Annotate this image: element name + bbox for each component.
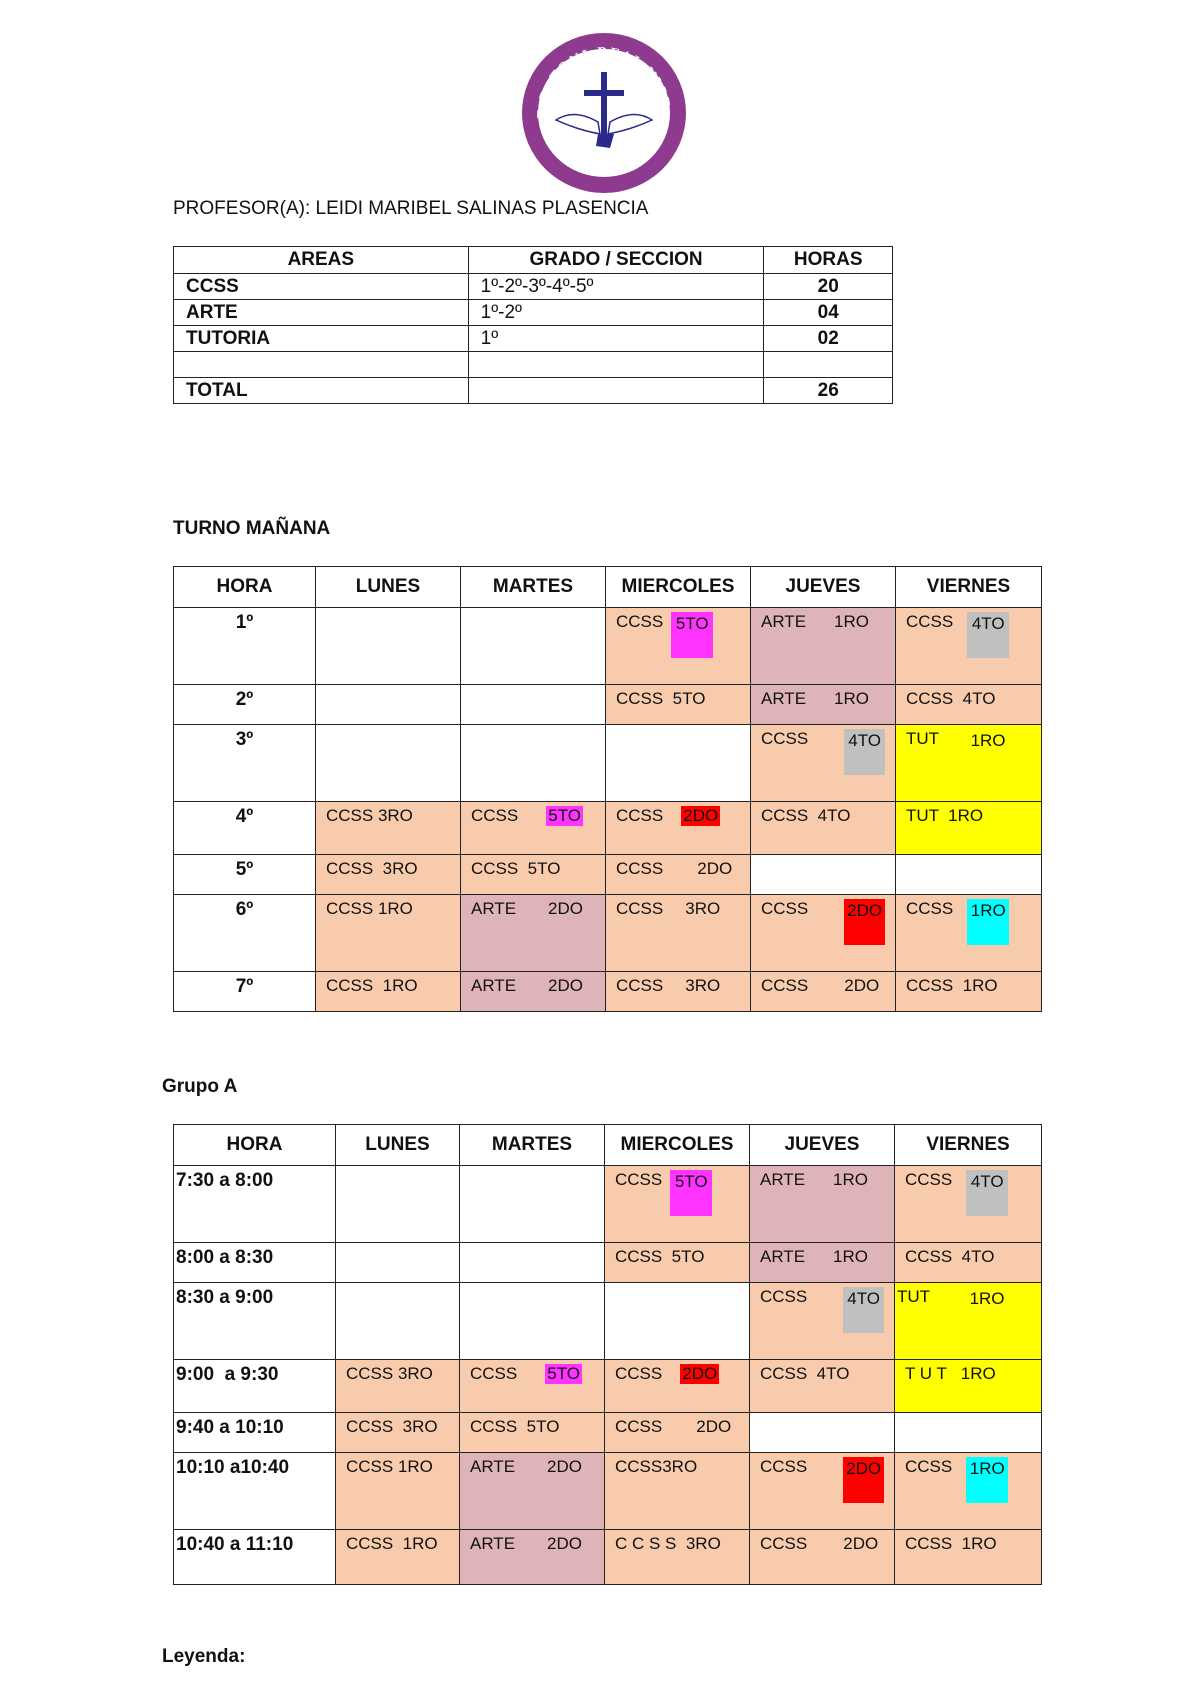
areas-row bbox=[174, 300, 893, 326]
subject: CCSS bbox=[761, 976, 809, 995]
class-text: T U T 1RO bbox=[905, 1364, 996, 1383]
subject: CCSS bbox=[470, 1364, 518, 1383]
hour-cell: 2º bbox=[174, 685, 316, 725]
schedule-row bbox=[174, 1360, 1042, 1413]
logo-bottom-text: PAZ Y BIEN bbox=[563, 145, 645, 171]
schedule-row bbox=[174, 1283, 1042, 1360]
class-cell bbox=[895, 1243, 1042, 1283]
subject: CCSS bbox=[616, 859, 664, 878]
class-cell bbox=[605, 1166, 750, 1243]
col-lunes: LUNES bbox=[336, 1125, 460, 1166]
class-cell bbox=[750, 1530, 895, 1585]
class-text: CCSS 3RO bbox=[346, 1364, 433, 1383]
logo-top-text: E.P. TONI REAL VICE bbox=[534, 44, 673, 119]
grade-badge: 5TO bbox=[671, 612, 713, 658]
class-text: CCSS 4TO bbox=[761, 806, 851, 825]
class-cell bbox=[751, 802, 896, 855]
class-cell bbox=[751, 608, 896, 685]
grade-badge: 4TO bbox=[844, 729, 885, 775]
class-cell bbox=[750, 1360, 895, 1413]
horas-cell: 26 bbox=[764, 378, 893, 404]
area-cell: TOTAL bbox=[174, 378, 469, 404]
class-cell bbox=[316, 972, 461, 1012]
area-cell: CCSS bbox=[174, 274, 469, 300]
col-jueves: JUEVES bbox=[750, 1125, 895, 1166]
class-text: TUT 1RO bbox=[906, 806, 984, 825]
grade-badge: 2DO bbox=[682, 1364, 718, 1383]
subject: CCSS bbox=[761, 899, 809, 918]
hour-cell: 5º bbox=[174, 855, 316, 895]
school-logo bbox=[518, 30, 690, 196]
class-text: C C S S 3RO bbox=[615, 1534, 721, 1553]
grade: 2DO bbox=[547, 1457, 583, 1476]
horas-cell: 04 bbox=[764, 300, 893, 326]
class-text: CCSS 1RO bbox=[346, 1534, 438, 1553]
schedule-grupo-a bbox=[173, 1124, 1042, 1585]
subject: ARTE bbox=[470, 1534, 516, 1553]
grade: 1RO bbox=[834, 612, 870, 631]
empty-cell bbox=[316, 725, 461, 802]
class-cell bbox=[606, 802, 751, 855]
class-text: CCSS 5TO bbox=[616, 689, 706, 708]
class-cell bbox=[460, 1530, 605, 1585]
grade-badge: 2DO bbox=[683, 806, 719, 825]
empty-cell bbox=[460, 1243, 605, 1283]
class-cell bbox=[336, 1530, 460, 1585]
class-cell bbox=[896, 895, 1042, 972]
grade: 3RO bbox=[685, 976, 721, 995]
empty-cell bbox=[750, 1413, 895, 1453]
subject: ARTE bbox=[761, 612, 807, 631]
hour-cell: 8:30 a 9:00 bbox=[174, 1283, 336, 1360]
subject: CCSS bbox=[906, 612, 954, 631]
class-cell bbox=[750, 1243, 895, 1283]
schedule-row bbox=[174, 855, 1042, 895]
class-text: CCSS 3RO bbox=[326, 806, 413, 825]
areas-header-grado: GRADO / SECCION bbox=[468, 247, 764, 274]
subject: CCSS bbox=[760, 1457, 808, 1476]
area-cell: TUTORIA bbox=[174, 326, 469, 352]
class-text: CCSS 3RO bbox=[346, 1417, 438, 1436]
class-text: CCSS 4TO bbox=[905, 1247, 995, 1266]
class-cell bbox=[460, 1413, 605, 1453]
subject: ARTE bbox=[760, 1170, 806, 1189]
class-cell bbox=[750, 1283, 895, 1360]
horas-cell: 20 bbox=[764, 274, 893, 300]
col-martes: MARTES bbox=[461, 567, 606, 608]
subject: CCSS bbox=[471, 806, 519, 825]
subject: ARTE bbox=[470, 1457, 516, 1476]
areas-row bbox=[174, 326, 893, 352]
hour-cell: 10:40 a 11:10 bbox=[174, 1530, 336, 1585]
class-cell bbox=[316, 855, 461, 895]
empty-cell bbox=[460, 1283, 605, 1360]
turno-title: TURNO MAÑANA bbox=[173, 518, 331, 539]
class-cell bbox=[895, 1530, 1042, 1585]
grade-badge: 2DO bbox=[843, 1457, 884, 1503]
horas-cell bbox=[764, 352, 893, 378]
class-cell bbox=[605, 1453, 750, 1530]
class-cell bbox=[895, 1166, 1042, 1243]
schedule-row bbox=[174, 725, 1042, 802]
subject: ARTE bbox=[761, 689, 807, 708]
schedule-row bbox=[174, 802, 1042, 855]
subject: CCSS bbox=[616, 976, 664, 995]
class-text: CCSS 4TO bbox=[906, 689, 996, 708]
class-cell bbox=[460, 1360, 605, 1413]
areas-header-horas: HORAS bbox=[764, 247, 893, 274]
grado-cell: 1º-2º-3º-4º-5º bbox=[468, 274, 764, 300]
grade: 2DO bbox=[844, 976, 880, 995]
class-cell bbox=[751, 685, 896, 725]
empty-cell bbox=[751, 855, 896, 895]
grade: 2DO bbox=[548, 976, 584, 995]
subject: CCSS bbox=[906, 899, 954, 918]
schedule-header-row bbox=[174, 1125, 1042, 1166]
grade: 1RO bbox=[833, 1247, 869, 1266]
schedule-row bbox=[174, 895, 1042, 972]
empty-cell bbox=[336, 1283, 460, 1360]
hour-cell: 3º bbox=[174, 725, 316, 802]
grade-badge: 5TO bbox=[670, 1170, 712, 1216]
empty-cell bbox=[896, 855, 1042, 895]
class-cell bbox=[461, 972, 606, 1012]
class-text: CCSS 1RO bbox=[346, 1457, 433, 1476]
grade: 1RO bbox=[834, 689, 870, 708]
grade-badge: 4TO bbox=[967, 612, 1009, 658]
class-cell bbox=[896, 972, 1042, 1012]
col-martes: MARTES bbox=[460, 1125, 605, 1166]
subject: ARTE bbox=[760, 1247, 806, 1266]
grade-badge: 4TO bbox=[966, 1170, 1008, 1216]
subject: CCSS bbox=[616, 806, 664, 825]
grade: 2DO bbox=[843, 1534, 879, 1553]
class-cell bbox=[750, 1166, 895, 1243]
class-cell bbox=[895, 1360, 1042, 1413]
schedule-row bbox=[174, 1413, 1042, 1453]
empty-cell bbox=[895, 1413, 1042, 1453]
empty-cell bbox=[461, 725, 606, 802]
class-cell bbox=[751, 725, 896, 802]
grade: 2DO bbox=[547, 1534, 583, 1553]
grade: 2DO bbox=[548, 899, 584, 918]
class-cell bbox=[606, 895, 751, 972]
class-cell bbox=[896, 685, 1042, 725]
subject: CCSS bbox=[761, 729, 809, 748]
subject: TUT bbox=[906, 729, 940, 748]
schedule-header-row bbox=[174, 567, 1042, 608]
schedule-row bbox=[174, 608, 1042, 685]
class-text: CCSS3RO bbox=[615, 1457, 698, 1476]
grade: 3RO bbox=[685, 899, 721, 918]
grado-cell: 1º-2º bbox=[468, 300, 764, 326]
class-cell bbox=[896, 725, 1042, 802]
class-cell bbox=[750, 1453, 895, 1530]
hour-cell: 10:10 a10:40 bbox=[174, 1453, 336, 1530]
areas-table bbox=[173, 246, 893, 404]
col-lunes: LUNES bbox=[316, 567, 461, 608]
teacher-name: PROFESOR(A): LEIDI MARIBEL SALINAS PLASENCIA bbox=[173, 198, 649, 219]
class-cell bbox=[460, 1453, 605, 1530]
hour-cell: 4º bbox=[174, 802, 316, 855]
class-cell bbox=[895, 1453, 1042, 1530]
subject: CCSS bbox=[615, 1170, 663, 1189]
subject: CCSS bbox=[616, 612, 664, 631]
class-cell bbox=[751, 895, 896, 972]
grade: 2DO bbox=[696, 1417, 732, 1436]
areas-total-row bbox=[174, 378, 893, 404]
class-cell bbox=[336, 1360, 460, 1413]
grado-cell bbox=[468, 352, 764, 378]
class-text: CCSS 1RO bbox=[326, 899, 413, 918]
grade-badge: 1RO bbox=[970, 731, 1006, 750]
class-text: CCSS 5TO bbox=[470, 1417, 560, 1436]
empty-cell bbox=[316, 685, 461, 725]
grade-badge: 4TO bbox=[843, 1287, 884, 1333]
col-miercoles: MIERCOLES bbox=[606, 567, 751, 608]
class-cell bbox=[606, 855, 751, 895]
area-cell bbox=[174, 352, 469, 378]
empty-cell bbox=[461, 608, 606, 685]
col-viernes: VIERNES bbox=[896, 567, 1042, 608]
class-cell bbox=[751, 972, 896, 1012]
empty-cell bbox=[336, 1166, 460, 1243]
class-cell bbox=[606, 685, 751, 725]
schedule-row bbox=[174, 1243, 1042, 1283]
subject: TUT bbox=[897, 1287, 931, 1306]
areas-row bbox=[174, 274, 893, 300]
hour-cell: 7º bbox=[174, 972, 316, 1012]
class-cell bbox=[336, 1413, 460, 1453]
col-hora: HORA bbox=[174, 1125, 336, 1166]
grade: 2DO bbox=[697, 859, 733, 878]
class-cell bbox=[896, 608, 1042, 685]
grado-cell: 1º bbox=[468, 326, 764, 352]
horas-cell: 02 bbox=[764, 326, 893, 352]
class-text: CCSS 3RO bbox=[326, 859, 418, 878]
class-cell bbox=[605, 1243, 750, 1283]
class-text: CCSS 4TO bbox=[760, 1364, 850, 1383]
schedule-row bbox=[174, 1453, 1042, 1530]
class-cell bbox=[336, 1453, 460, 1530]
class-cell bbox=[461, 895, 606, 972]
schedule-row bbox=[174, 685, 1042, 725]
class-cell bbox=[606, 972, 751, 1012]
subject: CCSS bbox=[905, 1457, 953, 1476]
class-cell bbox=[896, 802, 1042, 855]
class-text: CCSS 5TO bbox=[471, 859, 561, 878]
subject: CCSS bbox=[615, 1417, 663, 1436]
grupo-title: Grupo A bbox=[162, 1076, 238, 1097]
class-cell bbox=[895, 1283, 1042, 1360]
hour-cell: 7:30 a 8:00 bbox=[174, 1166, 336, 1243]
schedule-row bbox=[174, 1530, 1042, 1585]
grado-cell bbox=[468, 378, 764, 404]
schedule-row bbox=[174, 972, 1042, 1012]
schedule-row bbox=[174, 1166, 1042, 1243]
grade-badge: 5TO bbox=[547, 1364, 580, 1383]
class-cell bbox=[316, 895, 461, 972]
grade-badge: 1RO bbox=[967, 899, 1009, 945]
legend-label: Leyenda: bbox=[162, 1646, 246, 1667]
hour-cell: 6º bbox=[174, 895, 316, 972]
areas-header-area: AREAS bbox=[174, 247, 469, 274]
subject: CCSS bbox=[760, 1534, 808, 1553]
class-cell bbox=[605, 1530, 750, 1585]
class-cell bbox=[461, 802, 606, 855]
empty-cell bbox=[336, 1243, 460, 1283]
class-text: CCSS 1RO bbox=[326, 976, 418, 995]
schedule-turno-manana bbox=[173, 566, 1042, 1012]
empty-cell bbox=[316, 608, 461, 685]
subject: ARTE bbox=[471, 976, 517, 995]
hour-cell: 9:40 a 10:10 bbox=[174, 1413, 336, 1453]
grade: 1RO bbox=[833, 1170, 869, 1189]
grade-badge: 2DO bbox=[844, 899, 885, 945]
class-cell bbox=[605, 1413, 750, 1453]
col-miercoles: MIERCOLES bbox=[605, 1125, 750, 1166]
class-cell bbox=[461, 855, 606, 895]
grade-badge: 1RO bbox=[966, 1457, 1008, 1503]
class-text: CCSS 5TO bbox=[615, 1247, 705, 1266]
empty-cell bbox=[461, 685, 606, 725]
class-cell bbox=[605, 1360, 750, 1413]
subject: CCSS bbox=[905, 1170, 953, 1189]
subject: CCSS bbox=[615, 1364, 663, 1383]
grade-badge: 1RO bbox=[969, 1289, 1005, 1308]
hour-cell: 8:00 a 8:30 bbox=[174, 1243, 336, 1283]
col-jueves: JUEVES bbox=[751, 567, 896, 608]
subject: CCSS bbox=[616, 899, 664, 918]
class-cell bbox=[316, 802, 461, 855]
col-hora: HORA bbox=[174, 567, 316, 608]
class-cell bbox=[606, 608, 751, 685]
subject: ARTE bbox=[471, 899, 517, 918]
hour-cell: 9:00 a 9:30 bbox=[174, 1360, 336, 1413]
areas-row bbox=[174, 352, 893, 378]
empty-cell bbox=[605, 1283, 750, 1360]
areas-header-row bbox=[174, 247, 893, 274]
subject: CCSS bbox=[760, 1287, 808, 1306]
col-viernes: VIERNES bbox=[895, 1125, 1042, 1166]
empty-cell bbox=[460, 1166, 605, 1243]
class-text: CCSS 1RO bbox=[905, 1534, 997, 1553]
class-text: CCSS 1RO bbox=[906, 976, 998, 995]
area-cell: ARTE bbox=[174, 300, 469, 326]
empty-cell bbox=[606, 725, 751, 802]
hour-cell: 1º bbox=[174, 608, 316, 685]
grade-badge: 5TO bbox=[548, 806, 581, 825]
